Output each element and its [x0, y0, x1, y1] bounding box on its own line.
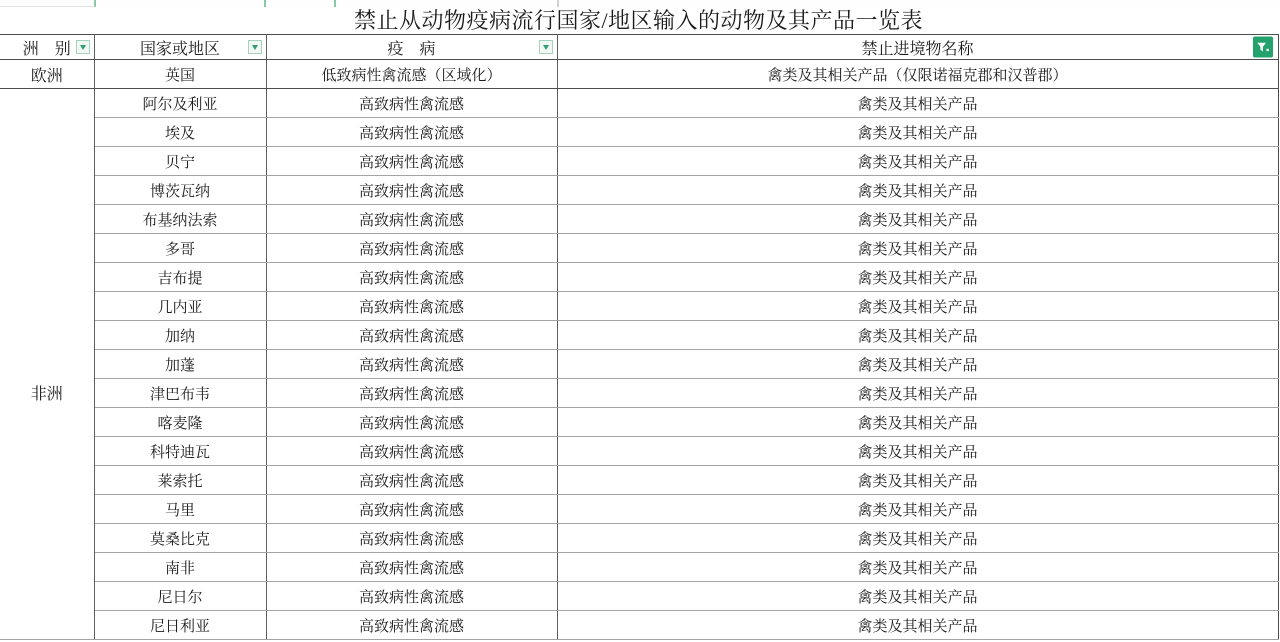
product-cell[interactable]: 禽类及其相关产品: [557, 234, 1278, 263]
table-row: [0, 147, 1278, 176]
product-cell[interactable]: 禽类及其相关产品: [557, 292, 1278, 321]
top-edge-remnant: [0, 0, 1280, 7]
product-cell[interactable]: 禽类及其相关产品: [557, 495, 1278, 524]
table-row: [0, 437, 1278, 466]
header-country[interactable]: [94, 35, 266, 60]
country-cell[interactable]: 科特迪瓦: [94, 437, 266, 466]
country-cell[interactable]: 博茨瓦纳: [94, 176, 266, 205]
disease-cell[interactable]: 高致病性禽流感: [266, 234, 557, 263]
product-cell[interactable]: 禽类及其相关产品: [557, 89, 1278, 118]
gridline-tick: [557, 0, 559, 7]
disease-cell[interactable]: 高致病性禽流感: [266, 147, 557, 176]
table-row: [0, 379, 1278, 408]
product-cell[interactable]: 禽类及其相关产品: [557, 408, 1278, 437]
product-cell[interactable]: 禽类及其相关产品: [557, 350, 1278, 379]
disease-cell[interactable]: 高致病性禽流感: [266, 263, 557, 292]
table-row: [0, 582, 1278, 611]
table-row: [0, 60, 1278, 89]
country-cell[interactable]: 喀麦隆: [94, 408, 266, 437]
disease-cell[interactable]: 高致病性禽流感: [266, 553, 557, 582]
product-cell[interactable]: 禽类及其相关产品: [557, 524, 1278, 553]
table-row: [0, 524, 1278, 553]
filter-active-icon[interactable]: [1253, 37, 1273, 58]
chevron-down-icon: [80, 45, 86, 50]
header-continent-label: 洲 别: [22, 40, 71, 58]
product-cell[interactable]: 禽类及其相关产品: [557, 582, 1278, 611]
table-row: [0, 466, 1278, 495]
chevron-down-icon: [543, 45, 549, 50]
table-row: [0, 292, 1278, 321]
table-body: [0, 60, 1278, 640]
country-cell[interactable]: 多哥: [94, 234, 266, 263]
country-cell[interactable]: 莱索托: [94, 466, 266, 495]
country-cell[interactable]: 阿尔及利亚: [94, 89, 266, 118]
disease-cell[interactable]: 高致病性禽流感: [266, 495, 557, 524]
header-continent[interactable]: [0, 35, 94, 60]
product-cell[interactable]: 禽类及其相关产品: [557, 118, 1278, 147]
header-row: [0, 35, 1278, 60]
filter-dropdown-icon[interactable]: [539, 40, 553, 54]
gridline-tick: [264, 0, 266, 7]
country-cell[interactable]: 尼日尔: [94, 582, 266, 611]
country-cell[interactable]: 加蓬: [94, 350, 266, 379]
product-cell[interactable]: 禽类及其相关产品（仅限诺福克郡和汉普郡）: [557, 60, 1278, 89]
filter-dropdown-icon[interactable]: [76, 40, 90, 54]
disease-cell[interactable]: 高致病性禽流感: [266, 408, 557, 437]
product-cell[interactable]: 禽类及其相关产品: [557, 263, 1278, 292]
chevron-down-icon: [252, 45, 258, 50]
funnel-icon: [1256, 40, 1270, 54]
table-row: [0, 118, 1278, 147]
product-cell[interactable]: 禽类及其相关产品: [557, 379, 1278, 408]
country-cell[interactable]: 几内亚: [94, 292, 266, 321]
header-product[interactable]: [557, 35, 1278, 60]
product-cell[interactable]: 禽类及其相关产品: [557, 147, 1278, 176]
table-row: [0, 234, 1278, 263]
table-row: [0, 408, 1278, 437]
country-cell[interactable]: 贝宁: [94, 147, 266, 176]
country-cell[interactable]: 埃及: [94, 118, 266, 147]
product-cell[interactable]: 禽类及其相关产品: [557, 466, 1278, 495]
sheet-title: 禁止从动物疫病流行国家/地区输入的动物及其产品一览表: [353, 8, 924, 33]
continent-cell[interactable]: 欧洲: [0, 60, 94, 89]
prohibition-table: [0, 34, 1279, 640]
table-row: [0, 205, 1278, 234]
filter-dropdown-icon[interactable]: [248, 40, 262, 54]
table-row: [0, 321, 1278, 350]
disease-cell[interactable]: 高致病性禽流感: [266, 524, 557, 553]
product-cell[interactable]: 禽类及其相关产品: [557, 437, 1278, 466]
disease-cell[interactable]: 高致病性禽流感: [266, 89, 557, 118]
product-cell[interactable]: 禽类及其相关产品: [557, 553, 1278, 582]
country-cell[interactable]: 英国: [94, 60, 266, 89]
product-cell[interactable]: 禽类及其相关产品: [557, 205, 1278, 234]
country-cell[interactable]: 莫桑比克: [94, 524, 266, 553]
country-cell[interactable]: 尼日利亚: [94, 611, 266, 640]
product-cell[interactable]: 禽类及其相关产品: [557, 176, 1278, 205]
disease-cell[interactable]: 低致病性禽流感（区域化）: [266, 60, 557, 89]
country-cell[interactable]: 马里: [94, 495, 266, 524]
table-row: [0, 176, 1278, 205]
table-row: [0, 611, 1278, 640]
disease-cell[interactable]: 高致病性禽流感: [266, 437, 557, 466]
disease-cell[interactable]: 高致病性禽流感: [266, 321, 557, 350]
country-cell[interactable]: 津巴布韦: [94, 379, 266, 408]
country-cell[interactable]: 南非: [94, 553, 266, 582]
continent-cell[interactable]: 非洲: [0, 89, 94, 640]
table-row: [0, 350, 1278, 379]
product-cell[interactable]: 禽类及其相关产品: [557, 611, 1278, 640]
gridline-tick: [334, 0, 336, 7]
product-cell[interactable]: 禽类及其相关产品: [557, 321, 1278, 350]
table-row: [0, 553, 1278, 582]
country-cell[interactable]: 布基纳法索: [94, 205, 266, 234]
header-country-label: 国家或地区: [139, 40, 220, 58]
disease-cell[interactable]: 高致病性禽流感: [266, 611, 557, 640]
disease-cell[interactable]: 高致病性禽流感: [266, 118, 557, 147]
table-row: [0, 89, 1278, 118]
country-cell[interactable]: 吉布提: [94, 263, 266, 292]
disease-cell[interactable]: 高致病性禽流感: [266, 176, 557, 205]
disease-cell[interactable]: 高致病性禽流感: [266, 350, 557, 379]
table-row: [0, 263, 1278, 292]
disease-cell[interactable]: 高致病性禽流感: [266, 582, 557, 611]
table-row: [0, 495, 1278, 524]
disease-cell[interactable]: 高致病性禽流感: [266, 292, 557, 321]
disease-cell[interactable]: 高致病性禽流感: [266, 379, 557, 408]
header-disease[interactable]: [266, 35, 557, 60]
header-disease-label: 疫 病: [387, 40, 436, 58]
country-cell[interactable]: 加纳: [94, 321, 266, 350]
disease-cell[interactable]: 高致病性禽流感: [266, 466, 557, 495]
disease-cell[interactable]: 高致病性禽流感: [266, 205, 557, 234]
header-product-label: 禁止进境物名称: [861, 40, 974, 58]
